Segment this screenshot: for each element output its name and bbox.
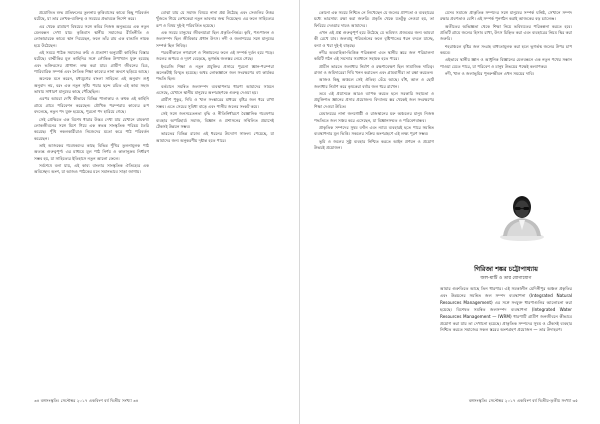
paragraph: কোনো এক সময়ে নিশ্চিত নে লিখেছেন যে জলের প্রাপ্যতা ও ব্যবহারের মধ্যে ভারসাম্য রক্ষা করা জরুরি। প্রকৃতি থেকে যতটুকু নেওয়া হয়, তা ফিরিয়ে দেওয়ার দায়ও আমাদের। [314, 10, 434, 28]
author-box [440, 186, 572, 336]
paragraph: এক সময়ে মানুষের জীবনযাত্রা ছিল প্রকৃতি-নির্ভর। কৃষি, পশুপালন ও জলসম্পদ ছিল জীবিকার প্রধান উৎস। নদী ও জলাশয়ের সঙ্গে মানুষের সম্পর্ক ছিল নিবিড়। [156, 30, 274, 48]
left-page-column-1 [34, 10, 149, 390]
paragraph: আজও কিছু অঞ্চলে সেই ঐতিহ্য বেঁচে আছে। বাঁধ, আল ও ছোট জলাধার নির্মাণ করে কৃষকেরা বর্ষার জল ধরে রাখেন। [314, 77, 434, 89]
paragraph: নদী, খাল ও জলাভূমির পুনরুজ্জীবন এখন সময়ের দাবি। [445, 71, 535, 77]
paragraph: সেই প্রেক্ষিতে এক বিশেষ ধারার উদ্ভব দেখা যায় যেখানে রামকথা লোকজীবনের সঙ্গে মিশে গিয়ে এক স্বতন্ত্র সাংস্কৃতিক পরিচয় তৈরি করেছে। পুঁথি নকলকারীরাও নিজেদের মতো করে পাঠ পরিবর্তন করেছেন। [34, 116, 149, 141]
paragraph: এখন এই প্রশ্ন গুরুত্বপূর্ণ হয়ে উঠেছে যে ভবিষ্যৎ প্রজন্মের জন্য আমরা কী রেখে যাব। জলবায়ু পরিবর্তনের ফলে বৃষ্টিপাতের ধরন বদলে যাচ্ছে, বন্যা ও খরা দুই-ই বাড়ছে। [314, 30, 434, 48]
paragraph: সর্বশেষে বলা যায়, এই কাব্য বাংলার সাংস্কৃতিক ঐতিহ্যের এক অবিচ্ছেদ্য অংশ, যা আজও পাঠকের মনে সমানভাবে সাড়া জাগায়। [34, 162, 149, 175]
paragraph: প্রাকৃতিক সম্পদের সুষম বণ্টন এবং ন্যায্য ব্যবহারই হতে পারে সমন্বিত ব্যবস্থাপনার মূল ভিত্তি। সকলের সক্রিয় অংশগ্রহণে এই লক্ষ্য পূরণ সম্ভব। [314, 124, 434, 137]
paragraph: তাই আজকের গবেষকদের কাছে বিভিন্ন পুঁথির তুলনামূলক পাঠ অত্যন্ত গুরুত্বপূর্ণ। এর মাধ্যমে মূল পাঠ নির্ণয় ও কালানুক্রম নির্ধারণ সম্ভব হয়, যা সাহিত্যের ইতিহাসে নতুন আলো ফেলে। [34, 142, 149, 161]
paragraph: এইভাবে স্থানীয় জ্ঞান ও আধুনিক বিজ্ঞানের মেলবন্ধনে এক নতুন পথের সন্ধান পাওয়া যেতে পারে, যা পরিবেশ ও মানুষ উভয়ের পক্ষেই কল্যাণকর। [440, 57, 572, 69]
paragraph: এই সময়ে পাঠক সমাজের রুচি ও প্রত্যাশা অনুযায়ী কাহিনির বিস্তার ঘটেছে। বাল্মীকির মূল কাহিনির সঙ্গে লৌকিক উপাখ্যান যুক্ত হয়েছে এবং ভক্তিরসের প্রাধান্য লক্ষ করা যায়। গ্রামীণ জীবনের চিত্র, পারিবারিক সম্পর্ক এবং নৈতিক শিক্ষা কাব্যের নানা অংশে ছড়িয়ে আছে। [34, 50, 149, 75]
paragraph: এর থেকে রামায়ণ বিষয়ের সঙ্গে কবির নিজস্ব অনুভবের এক নতুন মেলবন্ধন দেখা যায়। কৃত্তিবাস স্থানীয় সমাজের রীতিনীতি ও লোকাচারকে কাব্যে স্থান দিয়েছেন, ফলে তাঁর রাম এক বাঙালি নায়ক হয়ে উঠেছেন। [34, 23, 149, 48]
paragraph: প্রাচীন ভারতে জলাধার নির্মাণ ও রক্ষণাবেক্ষণ ছিল সামাজিক দায়িত্ব। রাজা ও জমিদারেরা দিঘি খনন করাতেন এবং গ্রামবাসীরা তা রক্ষা করতেন। [314, 63, 434, 76]
paragraph: সেই সঙ্গে জনসচেতনতা বৃদ্ধি ও নীতিনির্ধারণে বৈজ্ঞানিক গবেষণার ব্যবহার অপরিহার্য। সমাজ, বিজ্ঞান ও প্রশাসনের সম্মিলিত প্রয়াসেই টেকসই উন্নয়ন সম্ভব। [156, 111, 274, 129]
paragraph: অতীতের অভিজ্ঞতা থেকে শিক্ষা নিয়ে ভবিষ্যতের পরিকল্পনা করতে হবে। প্রতিটি গ্রামে জলের হিসাব রাখা, উৎস চিহ্নিত করা এবং ব্যবহারের নিয়ম স্থির করা জরুরি। [440, 23, 572, 42]
author-credit: জল-মাটি ও তার যোগাযোগ [480, 276, 532, 281]
paragraph: গ্রামীণ পুকুর, দিঘি ও খাল সংস্কারের মাধ্যমে বৃষ্টির জল ধরে রাখা সম্ভব। এতে সেচের সুবিধা বাড়ে এবং পানীয় জলের সংকট কমে। [156, 97, 274, 109]
paragraph: পরবর্তীকালে নগরায়ণ ও শিল্পায়নের ফলে এই সম্পর্ক দুর্বল হয়ে পড়ে। জলের অপচয় ও দূষণ বেড়েছে, ভূগর্ভস্থ জলস্তর নেমে গেছে। [156, 50, 274, 62]
paragraph: শহরাঞ্চলে বৃষ্টির জল সংগ্রহ বাধ্যতামূলক করা হলে ভূগর্ভস্থ জলের উপর চাপ কমবে। [440, 43, 572, 56]
paragraph: বোঝা যায় যে সমাজ বিষয়ে নানা প্রশ্ন উঠেছে এবং সেগুলির উত্তর খুঁজতে গিয়ে লেখকেরা নতুন ভাবনার জন্ম দিয়েছেন। এর ফলে সাহিত্যের রূপ ও বিষয় দুই-ই পরিবর্তিত হয়েছে। [156, 10, 274, 28]
paragraph: ভারতের বিভিন্ন রাজ্যে এই ধরনের উদ্যোগ সাফল্য পেয়েছে, যা আমাদের জন্য অনুকরণীয় দৃষ্টান্ত হতে পারে। [156, 131, 274, 143]
right-page-footer: বঙ্গসংস্কৃতি। সেপ্টেম্বর ২০১৭ একবিংশ বর্ষ দ্বিতীয়-তৃতীয় সংখ্যা ৩৫ [468, 398, 578, 403]
paragraph: মেঘালয়ের নানা জনগোষ্ঠী ও রাজস্থানের মরু অঞ্চলের মানুষ নিজস্ব পদ্ধতিতে জল সঞ্চয় করে এসেছেন, যা বিজ্ঞানসম্মত ও পরিবেশবান্ধব। [314, 111, 434, 123]
paragraph: অনেকে মনে করেন, মধ্যযুগের বাংলা সাহিত্যে এই অনুবাদ শুধু অনুবাদ নয়, বরং এক নতুন সৃষ্টি। পয়ার ছন্দে রচিত এই কাব্য সহজ ভাষায় সাধারণ মানুষের কাছে পৌঁছেছিল। [34, 76, 149, 95]
paragraph: ভূমি ও জলের সুষ্ঠু ব্যবহার নিশ্চিত করতে আইন প্রণয়ন ও প্রয়োগ উভয়ই প্রয়োজন। [314, 138, 434, 150]
left-page-footer: ৩৪ বঙ্গসংস্কৃতি। সেপ্টেম্বর ২০১৭ একবিংশ বর্ষ দ্বিতীয় সংখ্যা ৩৪ [34, 398, 139, 403]
left-page-column-2 [156, 10, 274, 390]
article-abstract: আমার গুরুতিতে আছে তিন ধারণার। এই সমকালীন মেদিনীপুর অঞ্চল প্রকৃতির এবং উন্নয়নের সমন্বিত জল সম্পদ ব্যবস্থাপনা (Integrated Natural Resources Management) এর সঙ্গে সংযুক্ত ধারণাগুলির আলোচনা করা হয়েছে। বিশেষত সমন্বিত জলসম্পদ ব্যবস্থাপনা (Integrated Water Resources Management — IWRM) ধারণাটি গ্রামীণ জনজীবনে কীভাবে প্রয়োগ করা যায় তা দেখানো হয়েছে। প্রাকৃতিক সম্পদের সুষম ও টেকসই ব্যবহার নিশ্চিত করতে সমাজের সকল স্তরের অংশগ্রহণ প্রয়োজন — তার উদাহরণ। [440, 286, 572, 333]
right-page-column-1 [314, 10, 434, 390]
right-page-column-2 [440, 10, 572, 182]
paragraph: নদীর অববাহিকা-ভিত্তিক পরিকল্পনা এবং স্থানীয় স্তরে জল পরিচালনা কমিটি গঠন এই সমস্যার সমাধানে সহায়ক হতে পারে। [314, 50, 434, 62]
paragraph: এরপর আমরা দেখি কীভাবে বিভিন্ন পালাকার ও কথক এই কাহিনি গ্রামে গ্রামে পরিবেশন করেছেন। মৌখিক পরম্পরায় কাব্যের রূপ বদলেছে, নতুন পদ যুক্ত হয়েছে, পুরনো পদ হারিয়ে গেছে। [34, 96, 149, 115]
paragraph: প্রযোজিত শুদ্ধ প্রতিফলের তুলনায় কৃত্তিবাসের কাব্যে কিছু পরিবর্তন ঘটেছে, যা তার লেখক-ব্যক্তিত্ব ও সময়ের প্রভাবকে নির্দেশ করে। [34, 10, 149, 22]
paragraph: বর্তমানে সমন্বিত জলসম্পদ ব্যবস্থাপনার ধারণা আমাদের সামনে এসেছে, যেখানে স্থানীয় মানুষের অংশগ্রহণকে গুরুত্ব দেওয়া হয়। [156, 83, 274, 96]
author-name: গিরিজা শঙ্কর চট্টোপাধ্যায় [474, 265, 538, 273]
right-page [300, 0, 600, 424]
paragraph: তবে এই প্রয়াসকে আরও ব্যাপক করতে হলে সরকারি সহায়তা ও প্রযুক্তিগত জ্ঞানের প্রসার প্রয়োজন। বিদ্যালয় স্তর থেকেই জল সংরক্ষণের শিক্ষা দেওয়া উচিত। [314, 91, 434, 109]
author-portrait-icon [497, 190, 547, 242]
paragraph: ইংরেজি শিক্ষা ও নতুন প্রযুক্তির প্রসারে পুরনো জ্ঞান-পরম্পরা অনেকটাই বিস্মৃত হয়েছে। অথচ লোকজ্ঞানে জল সংরক্ষণের বহু কার্যকর পদ্ধতি ছিল। [156, 63, 274, 82]
paragraph: যেসব সমাজে প্রাকৃতিক সম্পদের সঙ্গে মানুষের সম্পর্ক ঘনিষ্ঠ, সেখানে সম্পদ রক্ষার প্রবণতাও বেশি। এই সম্পর্ক পুনর্গঠন করাই আজকের বড় চ্যালেঞ্জ। [440, 10, 572, 22]
